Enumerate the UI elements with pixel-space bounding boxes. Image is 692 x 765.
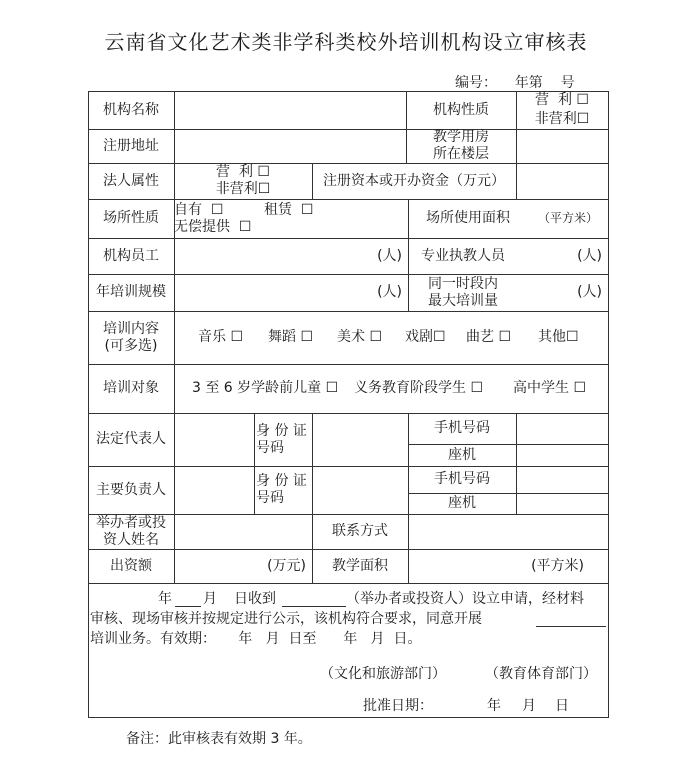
col-divider <box>174 364 175 413</box>
label-id-number: 身 份 证 号码 <box>256 422 307 456</box>
approval-line3: 培训业务。有效期： 年 月 日至 年 月 日。 <box>90 631 422 647</box>
label-training-target: 培训对象 <box>103 380 159 396</box>
label-mobile: 手机号码 <box>434 420 490 436</box>
unit-teachers: (人) <box>577 247 602 264</box>
col-divider <box>254 413 255 514</box>
option-non-profit[interactable]: 非营利☐ <box>534 110 590 127</box>
unit-investment: (万元) <box>267 557 306 574</box>
label-id-number: 身 份 证 号码 <box>256 473 307 506</box>
label-max-capacity: 同一时段内 最大培训量 <box>428 275 498 309</box>
col-divider <box>312 413 313 514</box>
option-preschool[interactable]: 3 至 6 岁学龄前儿童 ☐ <box>192 380 339 396</box>
approval-date-day: 日 <box>555 698 569 714</box>
col-divider <box>516 413 517 514</box>
unit-staff: (人) <box>377 247 402 264</box>
blank-business <box>536 626 606 627</box>
approval-form-table <box>88 91 609 718</box>
col-divider <box>516 163 517 199</box>
col-divider <box>408 514 409 549</box>
label-sponsor-name: 举办者或投 资人姓名 <box>96 514 166 548</box>
row-divider <box>88 583 609 584</box>
approval-date-year: 年 <box>487 698 501 714</box>
col-divider <box>516 129 517 163</box>
option-for-profit[interactable]: 营 利 ☐ <box>535 92 589 108</box>
serial-number: 编号： 年第 号 <box>455 75 575 91</box>
option-drama[interactable]: 戏剧☐ <box>405 329 446 345</box>
label-training-content: 培训内容 (可多选) <box>103 320 159 354</box>
unit-max-capacity: (人) <box>577 284 602 300</box>
option-venue-own[interactable]: 自有 ☐ <box>174 201 224 218</box>
label-principal: 主要负责人 <box>96 481 166 498</box>
col-divider <box>174 311 175 364</box>
dept-education-sports: （教育体育部门） <box>485 666 597 682</box>
option-legal-for-profit[interactable]: 营 利 ☐ <box>216 163 270 180</box>
label-building-floor: 教学用房 所在楼层 <box>433 129 489 162</box>
approval-received: 日收到 <box>234 591 276 607</box>
blank-sponsor <box>282 606 346 607</box>
label-legal-attr: 法人属性 <box>103 172 159 189</box>
footnote: 备注：此审核表有效期 3 年。 <box>126 731 312 747</box>
label-org-name: 机构名称 <box>103 101 159 118</box>
option-venue-rent[interactable]: 租赁 ☐ <box>264 201 314 218</box>
label-contact: 联系方式 <box>332 523 388 539</box>
option-compulsory-education[interactable]: 义务教育阶段学生 ☐ <box>354 380 484 396</box>
label-investment: 出资额 <box>110 557 152 574</box>
label-staff: 机构员工 <box>103 247 159 264</box>
approval-line1-rest: （举办者或投资人）设立申请，经材料 <box>346 591 584 607</box>
unit-venue-area: （平方米） <box>537 211 598 225</box>
label-landline: 座机 <box>448 446 476 463</box>
label-venue-area: 场所使用面积 <box>426 210 510 226</box>
option-venue-free[interactable]: 无偿提供 ☐ <box>174 218 252 235</box>
approval-year: 年 <box>158 591 172 607</box>
label-registered-capital: 注册资本或开办资金（万元） <box>323 172 505 189</box>
label-legal-representative: 法定代表人 <box>96 431 166 447</box>
option-legal-non-profit[interactable]: 非营利☐ <box>215 181 271 197</box>
option-dance[interactable]: 舞蹈 ☐ <box>268 329 314 345</box>
approval-date-label: 批准日期： <box>363 698 433 714</box>
option-other[interactable]: 其他☐ <box>538 329 579 345</box>
unit-teaching-area: (平方米) <box>531 557 584 574</box>
col-divider <box>174 413 175 549</box>
dept-culture-tourism: （文化和旅游部门） <box>320 666 446 682</box>
label-mobile: 手机号码 <box>434 471 490 487</box>
label-annual-scale: 年培训规模 <box>96 284 166 300</box>
border-bottom <box>88 717 609 718</box>
label-reg-address: 注册地址 <box>103 137 159 154</box>
unit-annual-scale: (人) <box>377 284 402 300</box>
option-high-school[interactable]: 高中学生 ☐ <box>513 380 587 396</box>
option-quyi[interactable]: 曲艺 ☐ <box>466 329 512 345</box>
label-landline: 座机 <box>448 495 476 511</box>
approval-date-month: 月 <box>522 698 536 714</box>
label-teaching-area: 教学面积 <box>332 557 388 574</box>
page-title: 云南省文化艺术类非学科类校外培训机构设立审核表 <box>104 30 588 54</box>
option-music[interactable]: 音乐 ☐ <box>198 329 244 345</box>
approval-month: 月 <box>203 591 217 607</box>
label-org-nature: 机构性质 <box>433 101 489 118</box>
blank-month <box>175 606 201 607</box>
label-teachers: 专业执教人员 <box>421 247 505 264</box>
option-fine-arts[interactable]: 美术 ☐ <box>337 329 383 345</box>
approval-line2: 审核、现场审核并按规定进行公示，该机构符合要求，同意开展 <box>90 611 482 627</box>
label-venue-nature: 场所性质 <box>103 210 159 226</box>
border-right <box>608 91 609 718</box>
